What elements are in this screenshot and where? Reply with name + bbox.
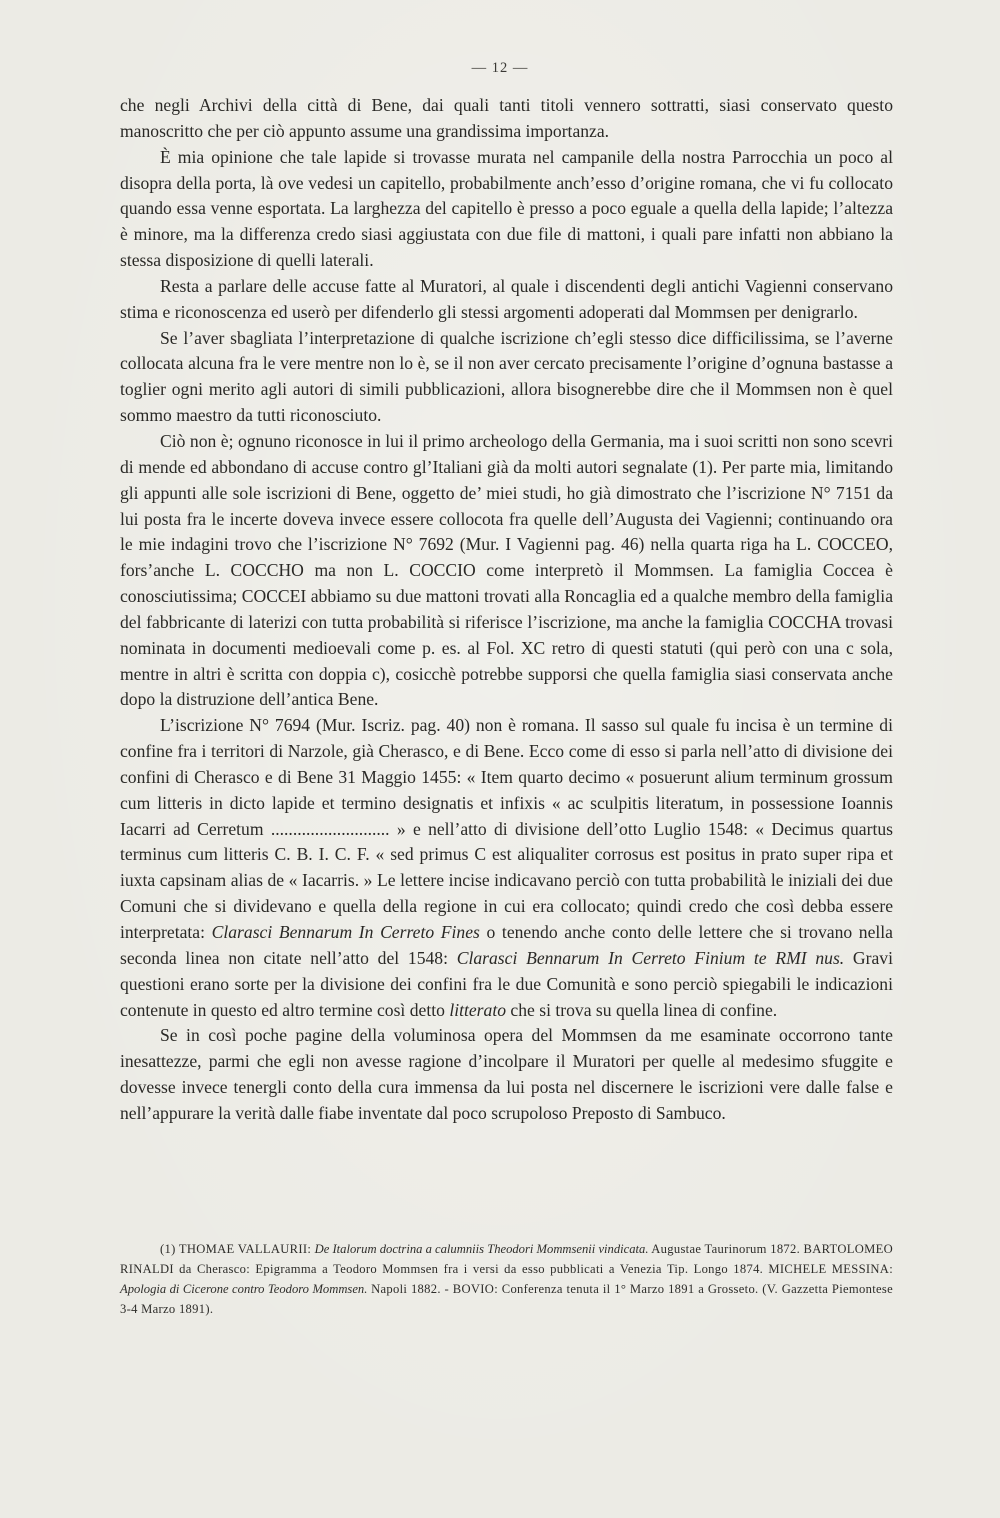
italic-interpretation-1: Clarasci Bennarum In Cerreto Fines [211, 922, 480, 942]
footnotes [120, 1239, 893, 1319]
paragraph-6-text-a: L’iscrizione N° 7694 (Mur. Iscriz. pag. 40) non è romana. Il sasso sul quale fu incisa è un termine di confine fra i territori di Narzole, già Cherasco, e di Bene. Ecco come di esso si parla nell’atto di divisione dei confini di Cherasco e di Bene 31 Maggio 1455: « Item quarto decimo « posuerunt alium terminum grossum cum litteris in dicto lapide et termino designatis et infixis « ac sculpitis literatum, in possessione Ioannis Iacarri ad Cerretum ........................... » e nell’atto di divisione dell’otto Luglio 1548: « Decimus quartus terminus cum litteris C. B. I. C. F. « sed primus C est aliqualiter corrosus est positus in prato super ripa et iuxta capsinam alias de « Iacarris. » Le lettere incise indicavano perciò con tutta probabilità le iniziali dei due Comuni che si dividevano e quella della regione in cui era collocato; quindi credo che così debba essere interpretata: [120, 715, 893, 942]
footnote-text-c: Napoli 1882. - BOVIO: Conferenza tenuta il 1° Marzo 1891 a Grosseto. (V. Gazzetta Piemontese 3-4 Marzo 1891). [120, 1282, 893, 1316]
paragraph-6-text-c: Gravi questioni erano sorte per la divisione dei confini fra le due Comunità e sono perciò spiegabili le indicazioni contenute in questo ed altro termine così detto [120, 947, 893, 1020]
page-number: — 12 — [471, 60, 529, 76]
footnote-text-b: Augustae Taurinorum 1872. BARTOLOMEO RINALDI da Cherasco: Epigramma a Teodoro Mommsen fra i versi da esso pubblicati a Venezia Tip. Longo 1874. MICHELE MESSINA: [120, 1242, 893, 1276]
paragraph-3: Resta a parlare delle accuse fatte al Muratori, al quale i discendenti degli antichi Vagienni conservano stima e riconoscenza ed userò per difenderlo gli stessi argomenti adoperati dal Mommsen per denigrarlo. [120, 275, 893, 322]
paragraph-6-text-d: che si trova su quella linea di confine. [506, 999, 778, 1020]
paragraph-2: È mia opinione che tale lapide si trovasse murata nel campanile della nostra Parrocchia un poco al disopra della porta, là ove vedesi un capitello, probabilmente anch’esso d’origine romana, che vi fu collocato quando essa venne esportata. La larghezza del capitello è presso a poco eguale a quella della lapide; l’altezza è minore, ma la differenza credo siasi aggiustata con due file di mattoni, i quali pare infatti non abbiano la stessa disposizione di quelli laterali. [120, 146, 893, 271]
footnote-italic-title-1: De Italorum doctrina a calumniis Theodori Mommsenii vindicata. [314, 1242, 649, 1256]
paragraph-4: Se l’aver sbagliata l’interpretazione di qualche iscrizione ch’egli stesso dice difficilissima, se l’averne collocata alcuna fra le vere mentre non lo è, se il non aver cercato precisamente l’origine d’ognuna bastasse a toglier ogni merito agli autori di simili pubblicazioni, allora bisognerebbe dire che il Mommsen non è quel sommo maestro da tutti riconosciuto. [120, 327, 893, 426]
footnote-1 [120, 1239, 893, 1319]
paragraph-1: che negli Archivi della città di Bene, dai quali tanti titoli vennero sottratti, siasi conservato questo manoscritto che per ciò appunto assume una grandissima importanza. [120, 95, 893, 141]
body-text [120, 93, 893, 1127]
footnote-text-a: (1) THOMAE VALLAURII: [160, 1242, 315, 1256]
paragraph-6-text-b: o tenendo anche conto delle lettere che si trovano nella seconda linea non citate nell’atto del 1548: [120, 922, 893, 968]
paragraph-5: Ciò non è; ognuno riconosce in lui il primo archeologo della Germania, ma i suoi scritti non sono scevri di mende ed abbondano di accuse contro gl’Italiani già da molti autori segnalate (1). Per parte mia, limitando gli appunti alle sole iscrizioni di Bene, oggetto de’ miei studi, ho già dimostrato che l’iscrizione N° 7151 da lui posta fra le incerte doveva invece essere collocota fra quelle dell’Augusta dei Vagienni; continuando ora le mie indagini trovo che l’iscrizione N° 7692 (Mur. I Vagienni pag. 46) nella quarta riga ha L. COCCEO, fors’anche L. COCCHO ma non L. COCCIO come interpretò il Mommsen. La famiglia Coccea è conosciutissima; COCCEI abbiamo su due mattoni trovati alla Roncaglia ed a qualche membro della famiglia del fabbricante di laterizi con tutta probabilità si riferisce l’iscrizione, ma anche la famiglia COCCHA trovasi nominata in documenti medioevali come p. es. al Fol. XC retro di questi statuti (qui però con una c sola, mentre in altri è scritta con doppia c), cosicchè potrebbe supporsi che quella famiglia siasi conservata anche dopo la distruzione dell’antica Bene. [120, 430, 893, 710]
footnote-italic-title-2: Apologia di Cicerone contro Teodoro Mommsen. [120, 1282, 368, 1296]
paragraph-6 [120, 713, 893, 1023]
italic-term-litterato: litterato [449, 999, 507, 1020]
italic-interpretation-2: Clarasci Bennarum In Cerreto Finium te RMI nus. [456, 947, 845, 968]
paragraph-7: Se in così poche pagine della voluminosa opera del Mommsen da me esaminate occorrono tante inesattezze, parmi che egli non avesse ragione d’incolpare il Muratori per quelle al medesimo sfuggite e dovesse invece tenergli conto della cura immensa da lui posta nel discernere le iscrizioni vere dalle false e nell’appurare la verità dalle fiabe inventate dal poco scrupoloso Preposto di Sambuco. [120, 1025, 893, 1123]
